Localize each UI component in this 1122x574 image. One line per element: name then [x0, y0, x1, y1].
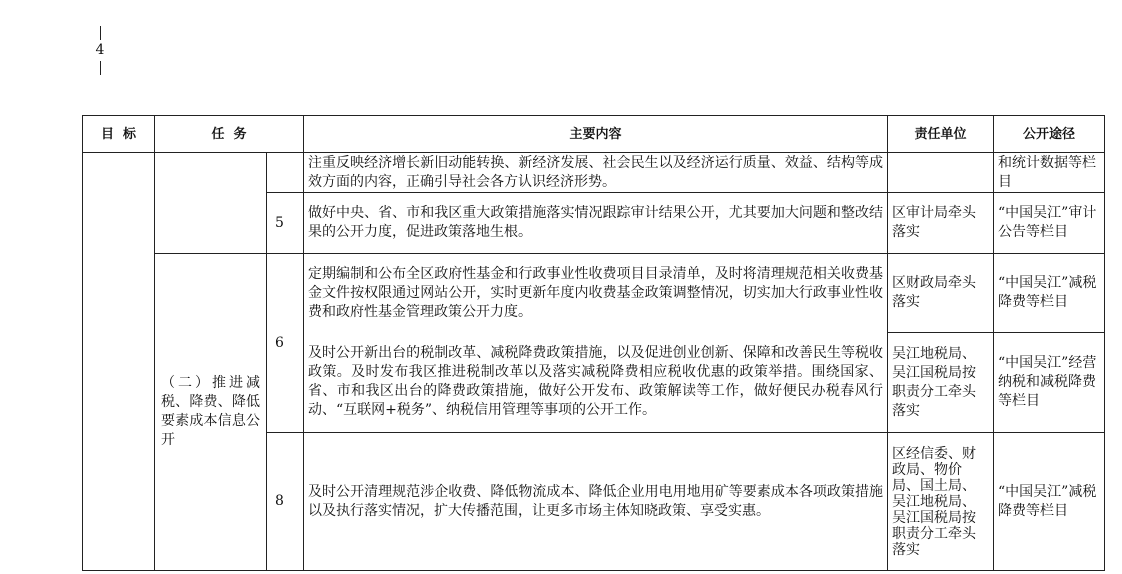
task-group-cell: （二）推进减税、降费、降低要素成本信息公开 [155, 254, 267, 571]
row-number [267, 153, 304, 193]
row-unit: 区审计局牵头落实 [888, 193, 994, 254]
row-channel: “中国吴江”减税降费等栏目 [994, 433, 1105, 571]
header-content: 主要内容 [304, 116, 888, 153]
row-content: 注重反映经济增长新旧动能转换、新经济发展、社会民生以及经济运行质量、效益、结构等成效方面的内容，正确引导社会各方认识经济形势。 [304, 153, 888, 193]
row-content: 做好中央、省、市和我区重大政策措施落实情况跟踪审计结果公开，尤其要加大问题和整改结果的公开力度，促进政策落地生根。 [304, 193, 888, 254]
row-channel: “中国吴江”经营纳税和减税降费等栏目 [994, 333, 1105, 433]
row-number: 6 [267, 254, 304, 433]
row-number: 5 [267, 193, 304, 254]
row-content: 及时公开清理规范涉企收费、降低物流成本、降低企业用电用地用矿等要素成本各项政策措施以及执行落实情况，扩大传播范围，让更多市场主体知晓政策、享受实惠。 [304, 433, 888, 571]
table-row [83, 254, 1105, 333]
row-content: 定期编制和公布全区政府性基金和行政事业性收费项目目录清单，及时将清理规范相关收费基金文件按权限通过网站公开，实时更新年度内收费基金政策调整情况，切实加大行政事业性收费和政府性基金管理政策公开力度。 [304, 254, 888, 333]
row-unit: 区经信委、财政局、物价局、国土局、吴江地税局、吴江国税局按职责分工牵头落实 [888, 433, 994, 571]
page-number-dash-top [100, 26, 101, 40]
header-unit: 责任单位 [888, 116, 994, 153]
row-content: 及时公开新出台的税制改革、减税降费政策措施，以及促进创业创新、保障和改善民生等税收政策。及时发布我区推进税制改革以及落实减税降费相应税收优惠的政策举措。围绕国家、省、市和我区出台的降费政策措施，做好公开发布、政策解读等工作，做好便民办税春风行动、“互联网+税务”、纳税信用管理等事项的公开工作。 [304, 333, 888, 433]
page-number [92, 26, 108, 75]
page-number-dash-bottom [100, 61, 101, 75]
row-channel: “中国吴江”减税降费等栏目 [994, 254, 1105, 333]
task-cell-prev [155, 153, 267, 254]
row-number: 8 [267, 433, 304, 571]
row-unit: 区财政局牵头落实 [888, 254, 994, 333]
policy-table [82, 115, 1105, 571]
header-goal: 目 标 [83, 116, 155, 153]
row-channel: 和统计数据等栏目 [994, 153, 1105, 193]
table-row [83, 153, 1105, 193]
header-task: 任 务 [155, 116, 304, 153]
row-channel: “中国吴江”审计公告等栏目 [994, 193, 1105, 254]
header-channel: 公开途径 [994, 116, 1105, 153]
table-header-row [83, 116, 1105, 153]
goal-cell [83, 153, 155, 571]
row-unit [888, 153, 994, 193]
page-number-text: 4 [95, 42, 105, 58]
row-unit: 吴江地税局、吴江国税局按职责分工牵头落实 [888, 333, 994, 433]
